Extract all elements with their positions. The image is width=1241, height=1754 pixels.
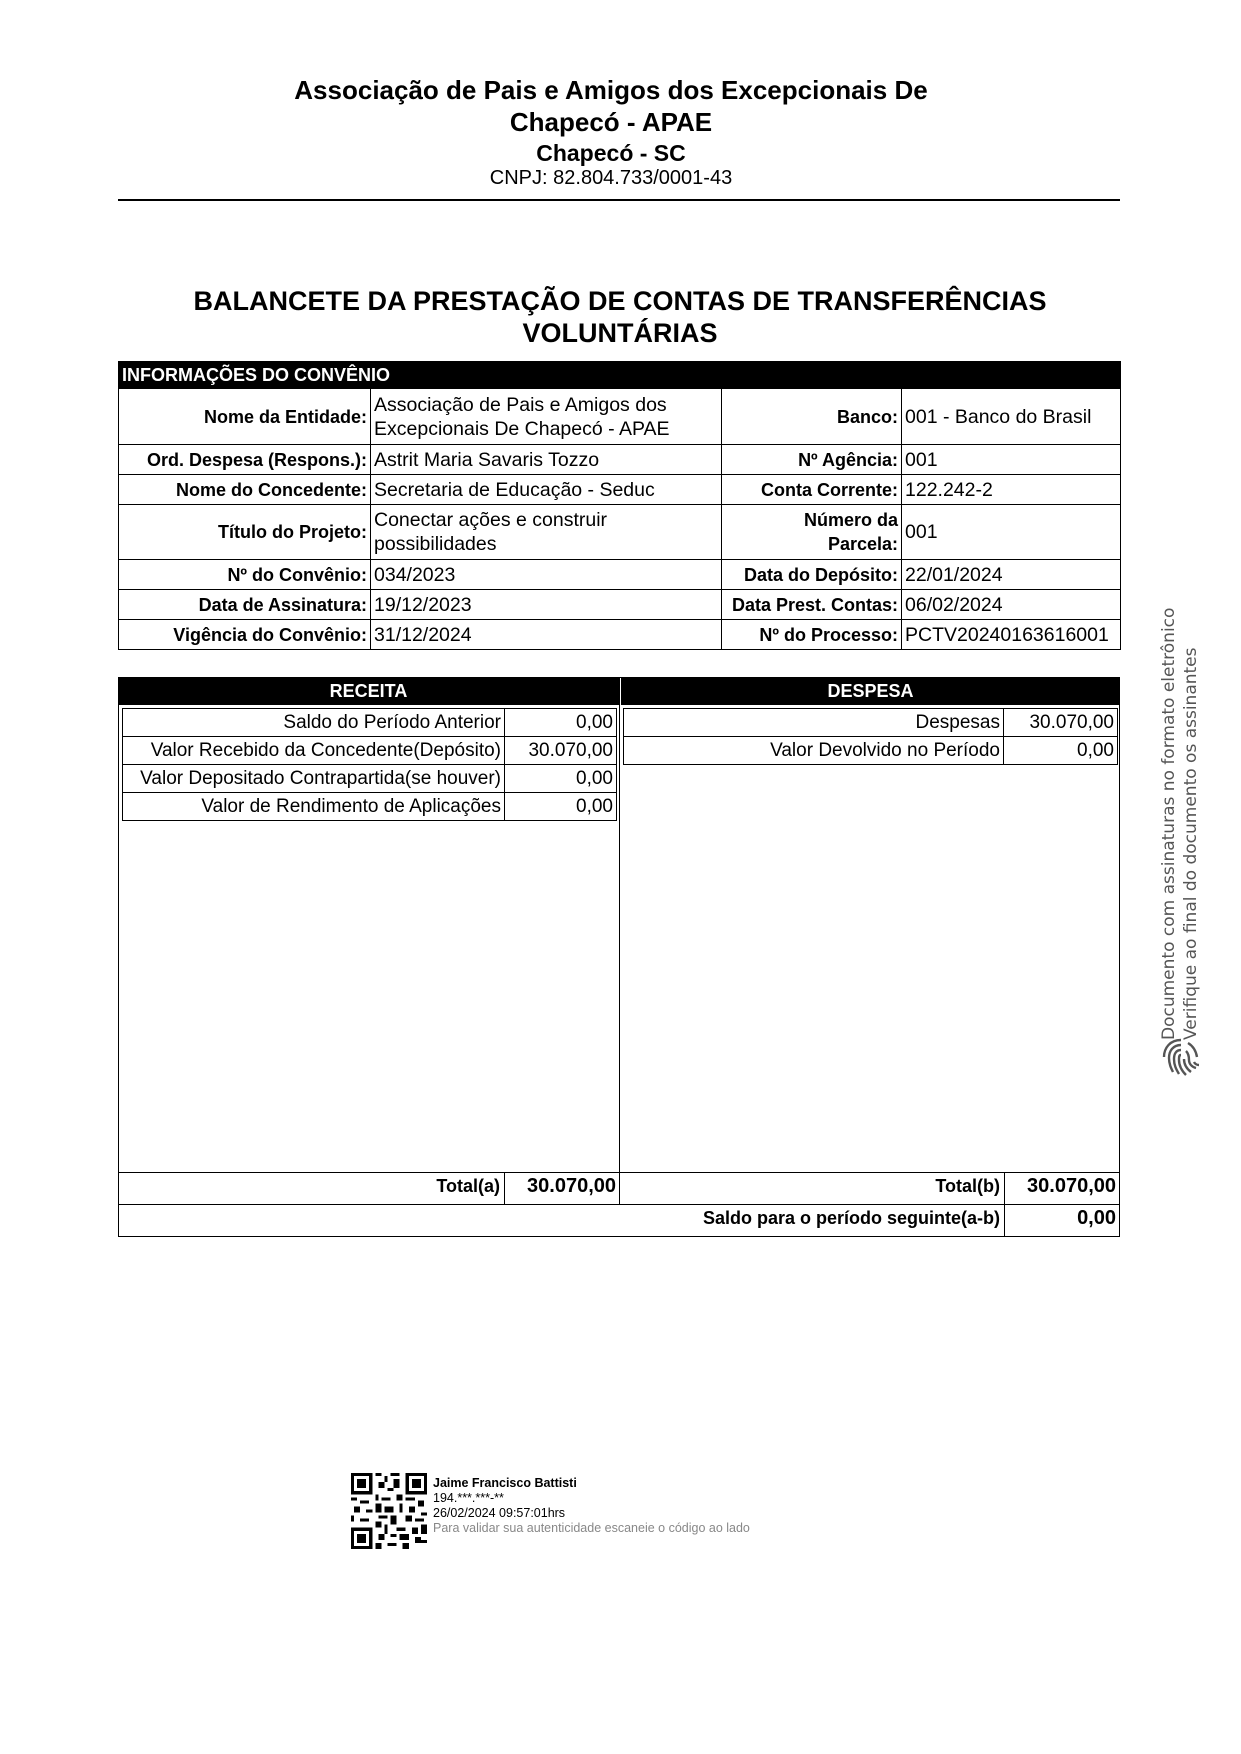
expense-header: DESPESA: [621, 677, 1120, 705]
digital-signature-info: [433, 1476, 750, 1536]
signer-cpf: 194.***.***-**: [433, 1491, 504, 1505]
totals-top-line: [118, 1172, 1120, 1173]
grantor-value: Secretaria de Educação - Seduc: [371, 475, 722, 505]
info-row: [119, 620, 1121, 650]
installment-label-line1: Número da: [803, 510, 898, 530]
table-row: [123, 793, 617, 821]
installment-value: 001: [902, 505, 1121, 560]
revenue-header: RECEITA: [118, 677, 619, 705]
revenue-label: Valor de Rendimento de Aplicações: [123, 793, 505, 821]
revenue-total-label: Total(a): [436, 1176, 500, 1196]
expense-label: Despesas: [624, 709, 1004, 737]
revenue-total-value: 30.070,00: [527, 1175, 616, 1197]
process-number-label: Nº do Processo:: [722, 620, 902, 650]
agreement-number-value: 034/2023: [371, 560, 722, 590]
agreement-info-table: [118, 361, 1121, 650]
stamp-text: [1158, 600, 1202, 1040]
expense-table: [623, 708, 1118, 765]
electronic-signature-stamp: [1158, 600, 1218, 1040]
bank-value: 001 - Banco do Brasil: [902, 389, 1121, 445]
qr-code-icon: [351, 1473, 427, 1549]
project-title-label: Título do Projeto:: [119, 505, 371, 560]
balance-next-value: 0,00: [1077, 1207, 1116, 1229]
project-title-value: [371, 505, 722, 560]
totals-bottom-line: [118, 1204, 1120, 1205]
validity-label: Vigência do Convênio:: [119, 620, 371, 650]
installment-label-line2: Parcela:: [827, 534, 898, 554]
stamp-text-line2: Verifique ao final do documento os assinantes: [1181, 647, 1201, 1040]
table-row: [624, 709, 1118, 737]
installment-label: [722, 505, 902, 560]
project-title-line2: possibilidades: [374, 533, 497, 555]
grantor-label: Nome do Concedente:: [119, 475, 371, 505]
report-date-value: 06/02/2024: [902, 590, 1121, 620]
validation-instructions: Para validar sua autenticidade escaneie o código ao lado: [433, 1521, 750, 1535]
revenue-total-separator: [504, 1172, 505, 1204]
entity-name-line2: Excepcionais De Chapecó - APAE: [374, 417, 670, 440]
expense-officer-value: Astrit Maria Savaris Tozzo: [371, 445, 722, 475]
revenue-label: Saldo do Período Anterior: [123, 709, 505, 737]
validity-value: 31/12/2024: [371, 620, 722, 650]
agency-label: Nº Agência:: [722, 445, 902, 475]
expense-value: 0,00: [1004, 737, 1118, 765]
table-row: [123, 709, 617, 737]
expense-label: Valor Devolvido no Período: [624, 737, 1004, 765]
expense-officer-label: Ord. Despesa (Respons.):: [119, 445, 371, 475]
process-number-value: PCTV20240163616001: [902, 620, 1121, 650]
header-divider: [118, 199, 1120, 201]
revenue-label: Valor Depositado Contrapartida(se houver): [123, 765, 505, 793]
deposit-date-label: Data do Depósito:: [722, 560, 902, 590]
agreement-number-label: Nº do Convênio:: [119, 560, 371, 590]
info-row: [119, 475, 1121, 505]
signature-date-value: 19/12/2023: [371, 590, 722, 620]
revenue-value: 0,00: [505, 765, 617, 793]
bank-label: Banco:: [722, 389, 902, 445]
section-title: INFORMAÇÕES DO CONVÊNIO: [119, 362, 1121, 389]
document-title-line2: VOLUNTÁRIAS: [522, 318, 718, 348]
revenue-table: [122, 708, 617, 821]
organization-cnpj: CNPJ: 82.804.733/0001-43: [489, 167, 733, 189]
revenue-value: 0,00: [505, 793, 617, 821]
entity-name-value: [371, 389, 722, 445]
table-row: [123, 737, 617, 765]
revenue-label: Valor Recebido da Concedente(Depósito): [123, 737, 505, 765]
table-row: [624, 737, 1118, 765]
expense-value: 30.070,00: [1004, 709, 1118, 737]
organization-name: [110, 74, 1112, 138]
organization-city: Chapecó - SC: [536, 140, 686, 166]
signer-name: Jaime Francisco Battisti: [433, 1476, 577, 1490]
balance-next-label: Saldo para o período seguinte(a-b): [702, 1208, 1000, 1228]
table-row: [123, 765, 617, 793]
report-date-label: Data Prest. Contas:: [722, 590, 902, 620]
expense-total-separator: [1004, 1172, 1005, 1236]
fingerprint-icon: [1158, 1034, 1204, 1080]
expense-total-value: 30.070,00: [1027, 1175, 1116, 1197]
agency-value: 001: [902, 445, 1121, 475]
revenue-value: 30.070,00: [505, 737, 617, 765]
agreement-info-header: [119, 362, 1121, 389]
stamp-text-line1: Documento com assinaturas no formato eletrônico: [1159, 607, 1179, 1040]
document-title-line1: BALANCETE DA PRESTAÇÃO DE CONTAS DE TRANSFERÊNCIAS: [193, 286, 1047, 316]
info-row: [119, 560, 1121, 590]
organization-name-line2: Chapecó - APAE: [509, 107, 713, 137]
organization-name-line1: Associação de Pais e Amigos dos Excepcionais De: [294, 75, 928, 105]
info-row: [119, 445, 1121, 475]
entity-name-label: Nome da Entidade:: [119, 389, 371, 445]
expense-total-label: Total(b): [935, 1176, 1000, 1196]
info-row: [119, 590, 1121, 620]
account-value: 122.242-2: [902, 475, 1121, 505]
deposit-date-value: 22/01/2024: [902, 560, 1121, 590]
project-title-line1: Conectar ações e construir: [374, 509, 608, 531]
account-label: Conta Corrente:: [722, 475, 902, 505]
info-row: [119, 389, 1121, 445]
signature-datetime: 26/02/2024 09:57:01hrs: [433, 1506, 566, 1520]
document-title: [110, 285, 1130, 349]
revenue-value: 0,00: [505, 709, 617, 737]
balance-divider: [619, 677, 620, 1204]
signature-date-label: Data de Assinatura:: [119, 590, 371, 620]
info-row: [119, 505, 1121, 560]
entity-name-line1: Associação de Pais e Amigos dos: [374, 393, 667, 416]
